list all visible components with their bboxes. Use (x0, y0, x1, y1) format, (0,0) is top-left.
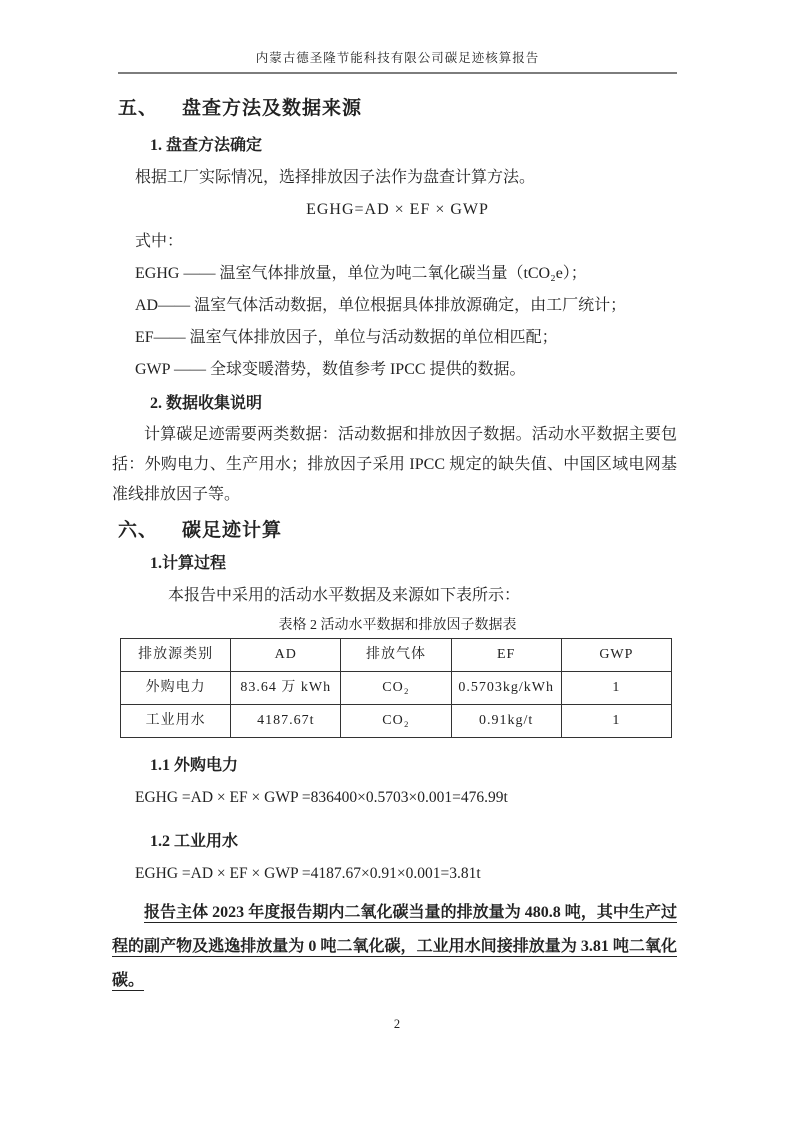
table-row (121, 672, 672, 705)
definition-gwp: GWP —— 全球变暖潜势，数值参考 IPCC 提供的数据。 (135, 361, 526, 378)
definition-ad: AD—— 温室气体活动数据，单位根据具体排放源确定，由工厂统计； (135, 297, 627, 314)
table-cell: 1 (561, 672, 671, 705)
table-cell: 1 (561, 705, 671, 738)
formula-line: EGHG=AD × EF × GWP (306, 201, 489, 218)
table-header-cell: AD (231, 639, 341, 672)
page-header (118, 50, 677, 74)
section-5-title: 盘查方法及数据来源 (182, 98, 363, 119)
subheading-electricity: 1.1 外购电力 (150, 757, 239, 774)
activity-data-table (120, 638, 672, 738)
calc-electricity: EGHG =AD × EF × GWP =836400×0.5703×0.001=476.99t (135, 789, 508, 806)
table-header-cell: 排放源类别 (121, 639, 231, 672)
definition-ef: EF—— 温室气体排放因子，单位与活动数据的单位相匹配； (135, 329, 558, 346)
table-cell: 外购电力 (121, 672, 231, 705)
conclusion-paragraph: 报告主体 2023 年度报告期内二氧化碳当量的排放量为 480.8 吨，其中生产过程的副产物及逃逸排放量为 0 吨二氧化碳，工业用水间接排放量为 3.81 吨二氧化碳。 (112, 904, 677, 989)
section-5-heading (118, 94, 677, 124)
table-cell: 0.5703kg/kWh (451, 672, 561, 705)
table-row (121, 705, 672, 738)
where-label: 式中： (135, 233, 184, 250)
page-content (112, 94, 677, 998)
table-cell: CO₂ (341, 672, 451, 705)
table-caption: 表格 2 活动水平数据和排放因子数据表 (278, 618, 517, 633)
para-table-intro: 本报告中采用的活动水平数据及来源如下表所示： (168, 587, 521, 604)
section-6-heading (118, 516, 677, 546)
table-header-cell: EF (451, 639, 561, 672)
table-cell: 工业用水 (121, 705, 231, 738)
subheading-calc-process: 1.计算过程 (150, 555, 227, 572)
section-6-title: 碳足迹计算 (182, 520, 283, 541)
section-6-number: 六、 (118, 520, 159, 541)
para-data-collection: 计算碳足迹需要两类数据：活动数据和排放因子数据。活动水平数据主要包括：外购电力、生产用水；排放因子采用 IPCC 规定的缺失值、中国区域电网基准线排放因子等。 (112, 426, 677, 503)
subheading-water: 1.2 工业用水 (150, 833, 239, 850)
table-cell: 4187.67t (231, 705, 341, 738)
header-title: 内蒙古德圣隆节能科技有限公司碳足迹核算报告 (255, 51, 540, 65)
subheading-method: 1. 盘查方法确定 (150, 137, 263, 154)
table-cell: 0.91kg/t (451, 705, 561, 738)
subheading-data-collection: 2. 数据收集说明 (150, 395, 263, 412)
table-header-cell: 排放气体 (341, 639, 451, 672)
page-footer (0, 1016, 794, 1032)
table-header-cell: GWP (561, 639, 671, 672)
table-header-row (121, 639, 672, 672)
section-5-number: 五、 (118, 98, 159, 119)
table-cell: CO₂ (341, 705, 451, 738)
table-cell: 83.64 万 kWh (231, 672, 341, 705)
page-number: 2 (393, 1017, 401, 1031)
para-method-intro: 根据工厂实际情况，选择排放因子法作为盘查计算方法。 (135, 169, 536, 186)
definition-eghg: EGHG —— 温室气体排放量，单位为吨二氧化碳当量（tCO₂e）； (135, 265, 587, 282)
calc-water: EGHG =AD × EF × GWP =4187.67×0.91×0.001=3.81t (135, 865, 481, 882)
